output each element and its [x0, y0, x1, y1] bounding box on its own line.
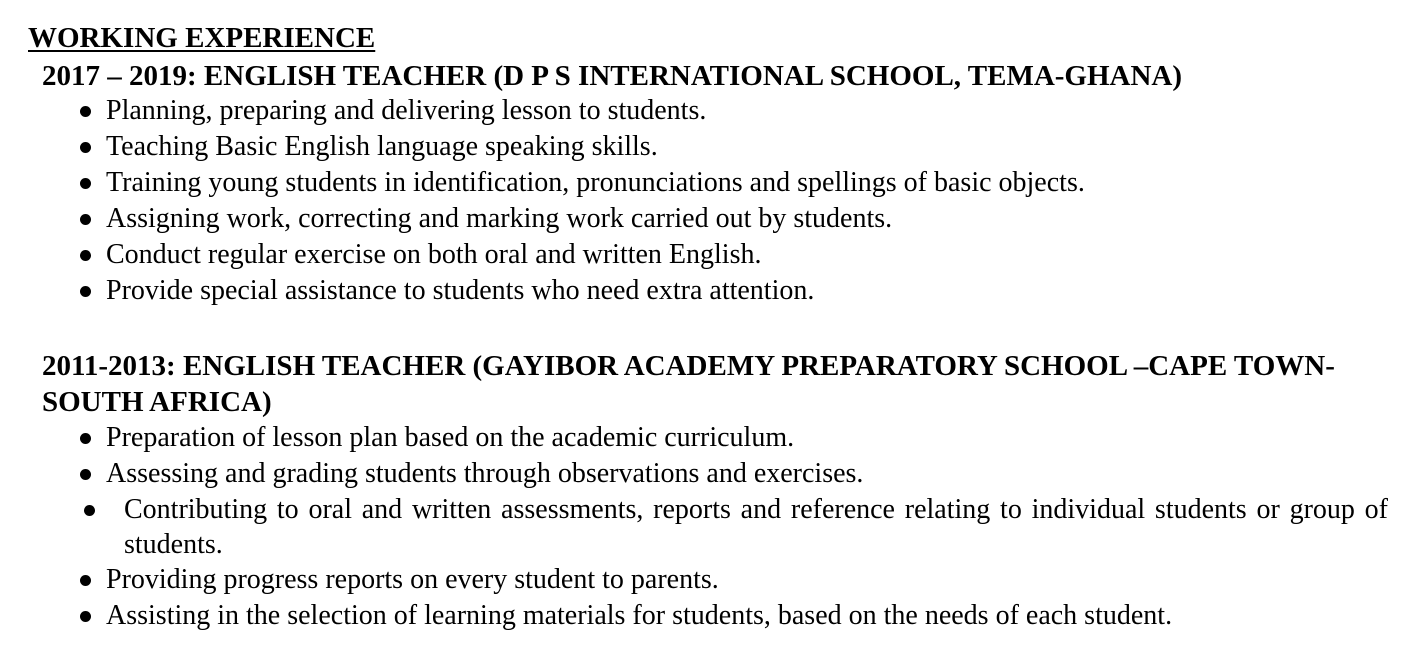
duty-text: Provide special assistance to students who need extra attention. — [106, 275, 815, 306]
duty-text: Providing progress reports on every student to parents. — [106, 564, 719, 595]
list-item — [78, 201, 1388, 237]
duty-text: Contributing to oral and written assessments, reports and reference relating to individual students or group of students. — [124, 494, 1388, 560]
list-item — [78, 237, 1388, 273]
list-item — [78, 273, 1388, 309]
job-heading: 2017 – 2019: ENGLISH TEACHER (D P S INTERNATIONAL SCHOOL, TEMA-GHANA) — [42, 60, 1183, 92]
list-item — [78, 93, 1388, 129]
duty-text: Teaching Basic English language speaking skills. — [106, 131, 658, 162]
bullet-icon — [80, 575, 91, 586]
bullet-icon — [80, 611, 91, 622]
list-item — [78, 456, 1388, 492]
duty-list — [78, 93, 1388, 309]
list-item — [78, 492, 1388, 562]
duty-text: Assigning work, correcting and marking work carried out by students. — [106, 203, 893, 234]
bullet-icon — [80, 433, 91, 444]
bullet-icon — [80, 178, 91, 189]
bullet-icon — [80, 106, 91, 117]
duty-text: Assisting in the selection of learning materials for students, based on the needs of each student. — [106, 600, 1173, 631]
job-heading: 2011-2013: ENGLISH TEACHER (GAYIBOR ACADEMY PREPARATORY SCHOOL –CAPE TOWN- SOUTH AFRICA) — [42, 350, 1335, 418]
list-item — [78, 420, 1388, 456]
duty-text: Assessing and grading students through observations and exercises. — [106, 458, 864, 489]
list-item — [78, 598, 1388, 634]
duty-text: Training young students in identification, pronunciations and spellings of basic objects. — [106, 167, 1085, 198]
bullet-icon — [80, 214, 91, 225]
list-item — [78, 129, 1388, 165]
duty-text: Conduct regular exercise on both oral and written English. — [106, 239, 762, 270]
bullet-icon — [80, 250, 91, 261]
bullet-icon — [80, 142, 91, 153]
bullet-icon — [84, 505, 95, 516]
bullet-icon — [80, 286, 91, 297]
bullet-icon — [80, 469, 91, 480]
section-title: WORKING EXPERIENCE — [28, 22, 376, 54]
list-item — [78, 165, 1388, 201]
list-item — [78, 562, 1388, 598]
duty-text: Preparation of lesson plan based on the academic curriculum. — [106, 422, 795, 453]
duty-text: Planning, preparing and delivering lesson to students. — [106, 95, 707, 126]
duty-list — [78, 420, 1388, 634]
